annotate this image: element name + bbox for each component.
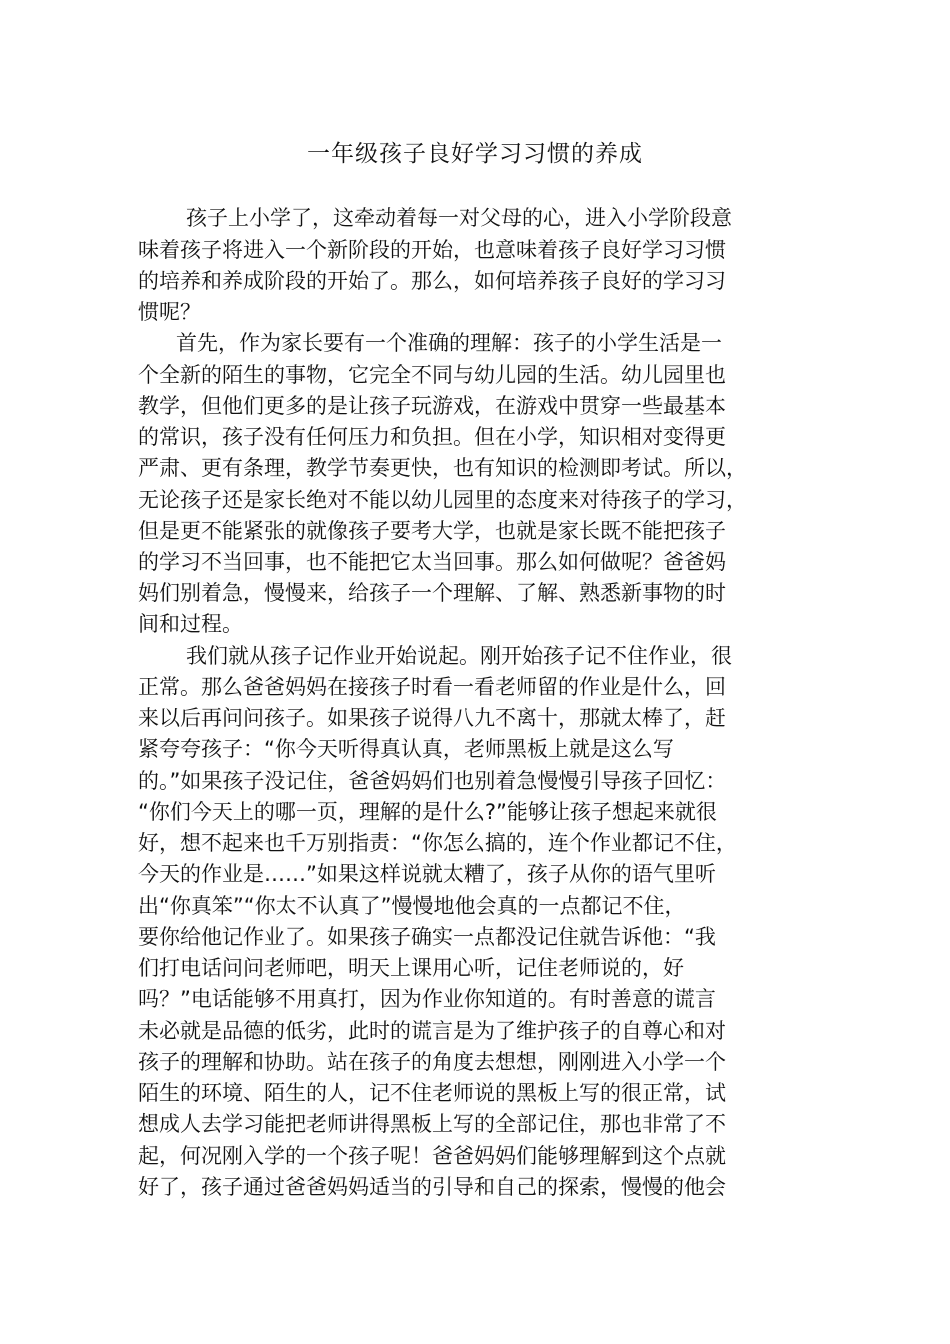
body-line: 孩子上小学了，这牵动着每一对父母的心，进入小学阶段意 xyxy=(186,206,732,230)
body-line: 的。”如果孩子没记住，爸爸妈妈们也别着急慢慢引导孩子回忆： xyxy=(138,769,727,793)
body-line: 未必就是品德的低劣，此时的谎言是为了维护孩子的自尊心和对 xyxy=(138,1019,726,1043)
body-line: 我们就从孩子记作业开始说起。刚开始孩子记不住作业，很 xyxy=(186,644,732,668)
body-line: 但是更不能紧张的就像孩子要考大学，也就是家长既不能把孩子 xyxy=(138,519,726,543)
body-line: 起，何况刚入学的一个孩子呢！爸爸妈妈们能够理解到这个点就 xyxy=(138,1144,726,1168)
body-line: 孩子的理解和协助。站在孩子的角度去想想，刚刚进入小学一个 xyxy=(138,1050,726,1074)
body-line: 味着孩子将进入一个新阶段的开始，也意味着孩子良好学习习惯 xyxy=(138,238,726,262)
body-line: 紧夸夸孩子：“你今天听得真认真，老师黑板上就是这么写 xyxy=(138,737,674,761)
body-line: 正常。那么爸爸妈妈在接孩子时看一看老师留的作业是什么，回 xyxy=(138,675,726,699)
body-line: “你们今天上的哪一页，理解的是什么?”能够让孩子想起来就很 xyxy=(138,800,717,824)
body-line: 的常识，孩子没有任何压力和负担。但在小学，知识相对变得更 xyxy=(138,425,726,449)
body-line: 们打电话问问老师吧，明天上课用心听，记住老师说的，好 xyxy=(138,956,684,980)
body-line: 来以后再问问孩子。如果孩子说得八九不离十，那就太棒了，赶 xyxy=(138,706,726,730)
body-line: 的学习不当回事，也不能把它太当回事。那么如何做呢？爸爸妈 xyxy=(138,550,726,574)
body-line: 无论孩子还是家长绝对不能以幼儿园里的态度来对待孩子的学习， xyxy=(138,488,747,512)
body-line: 个全新的陌生的事物，它完全不同与幼儿园的生活。幼儿园里也 xyxy=(138,363,726,387)
body-line: 好，想不起来也千万别指责：“你怎么搞的，连个作业都记不住， xyxy=(138,831,737,855)
body-line: 惯呢？ xyxy=(138,300,201,324)
body-line: 今天的作业是……”如果这样说就太糟了，孩子从你的语气里听 xyxy=(138,862,716,886)
body-line: 要你给他记作业了。如果孩子确实一点都没记住就告诉他：“我 xyxy=(138,925,716,949)
body-line: 首先，作为家长要有一个准确的理解：孩子的小学生活是一 xyxy=(176,331,722,355)
body-line: 妈们别着急，慢慢来，给孩子一个理解、了解、熟悉新事物的时 xyxy=(138,581,726,605)
body-line: 出“你真笨”“你太不认真了”慢慢地他会真的一点都记不住， xyxy=(138,894,686,918)
body-line: 间和过程。 xyxy=(138,612,243,636)
body-line: 教学，但他们更多的是让孩子玩游戏，在游戏中贯穿一些最基本 xyxy=(138,394,726,418)
document-title: 一年级孩子良好学习习惯的养成 xyxy=(307,141,643,167)
body-line: 想成人去学习能把老师讲得黑板上写的全部记住，那也非常了不 xyxy=(138,1112,726,1136)
body-line: 严肃、更有条理，教学节奏更快，也有知识的检测即考试。所以， xyxy=(138,456,747,480)
body-line: 吗？”电话能够不用真打，因为作业你知道的。有时善意的谎言 xyxy=(138,987,716,1011)
body-line: 好了，孩子通过爸爸妈妈适当的引导和自己的探索，慢慢的他会 xyxy=(138,1175,726,1199)
body-line: 的培养和养成阶段的开始了。那么，如何培养孩子良好的学习习 xyxy=(138,269,726,293)
body-line: 陌生的环境、陌生的人，记不住老师说的黑板上写的很正常，试 xyxy=(138,1081,726,1105)
